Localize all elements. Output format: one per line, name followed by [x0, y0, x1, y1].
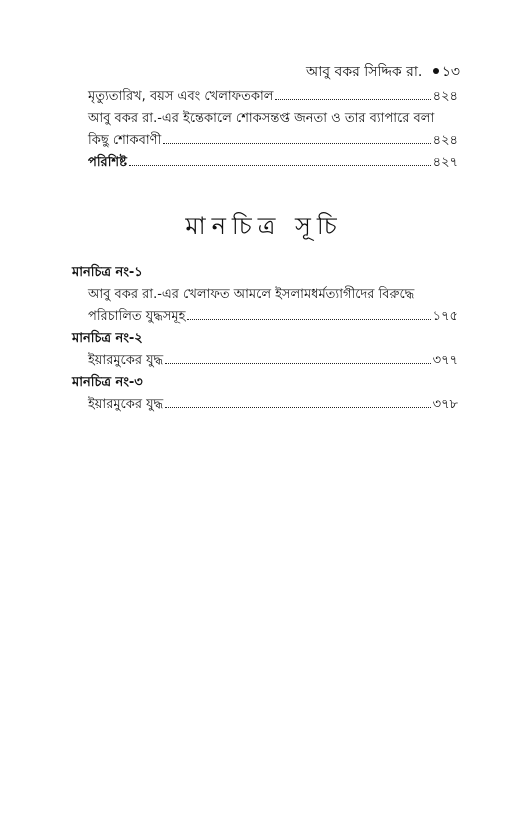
toc-entry	[88, 86, 458, 108]
map-entry-title-line1: আবু বকর রা.-এর খেলাফত আমলে ইসলামধর্মত্যাগীদের বিরুদ্ধে	[88, 287, 415, 302]
map-label: মানচিত্র নং-৩	[72, 375, 143, 390]
toc-entry-title: মৃত্যুতারিখ, বয়স এবং খেলাফতকাল	[88, 89, 274, 104]
map-entry-title: ইয়ারমুকের যুদ্ধ	[88, 353, 164, 368]
map-entry-title: ইয়ারমুকের যুদ্ধ	[88, 397, 164, 412]
toc-entry-title-line1: আবু বকর রা.-এর ইন্তেকালে শোকসন্তপ্ত জনতা ও তার ব্যাপারে বলা	[88, 111, 435, 126]
toc-entry-title: পরিশিষ্ট	[88, 155, 127, 170]
running-header-title: আবু বকর সিদ্দিক রা.	[305, 64, 423, 80]
toc-entry	[88, 152, 458, 174]
toc-list	[88, 86, 458, 174]
map-entry-page: ৩৭৮	[432, 397, 458, 412]
toc-entry-page: ৪২৪	[432, 89, 458, 104]
running-header-page-number: ১৩	[441, 64, 460, 80]
dot-leader	[165, 407, 430, 408]
dot-leader	[129, 165, 431, 166]
section-heading: মানচিত্র সূচি	[185, 212, 343, 240]
toc-entry-page: ৪২৭	[432, 155, 458, 170]
map-entry-page: ৩৭৭	[432, 353, 458, 368]
map-list-item	[72, 262, 458, 328]
toc-entry-page: ৪২৪	[432, 133, 458, 148]
running-header	[306, 60, 460, 84]
map-label: মানচিত্র নং-২	[72, 331, 143, 346]
dot-leader	[187, 319, 430, 320]
bullet-icon	[433, 68, 439, 74]
dot-leader	[275, 99, 430, 100]
map-list-item	[72, 372, 458, 416]
map-list-item	[72, 328, 458, 372]
map-entry-title-line2: পরিচালিত যুদ্ধসমূহ	[88, 309, 186, 324]
map-entry-page: ১৭৫	[432, 309, 458, 324]
dot-leader	[165, 363, 430, 364]
toc-entry	[88, 108, 458, 152]
dot-leader	[163, 143, 430, 144]
map-label: মানচিত্র নং-১	[72, 265, 143, 280]
toc-entry-title-line2: কিছু শোকবাণী	[88, 133, 162, 148]
